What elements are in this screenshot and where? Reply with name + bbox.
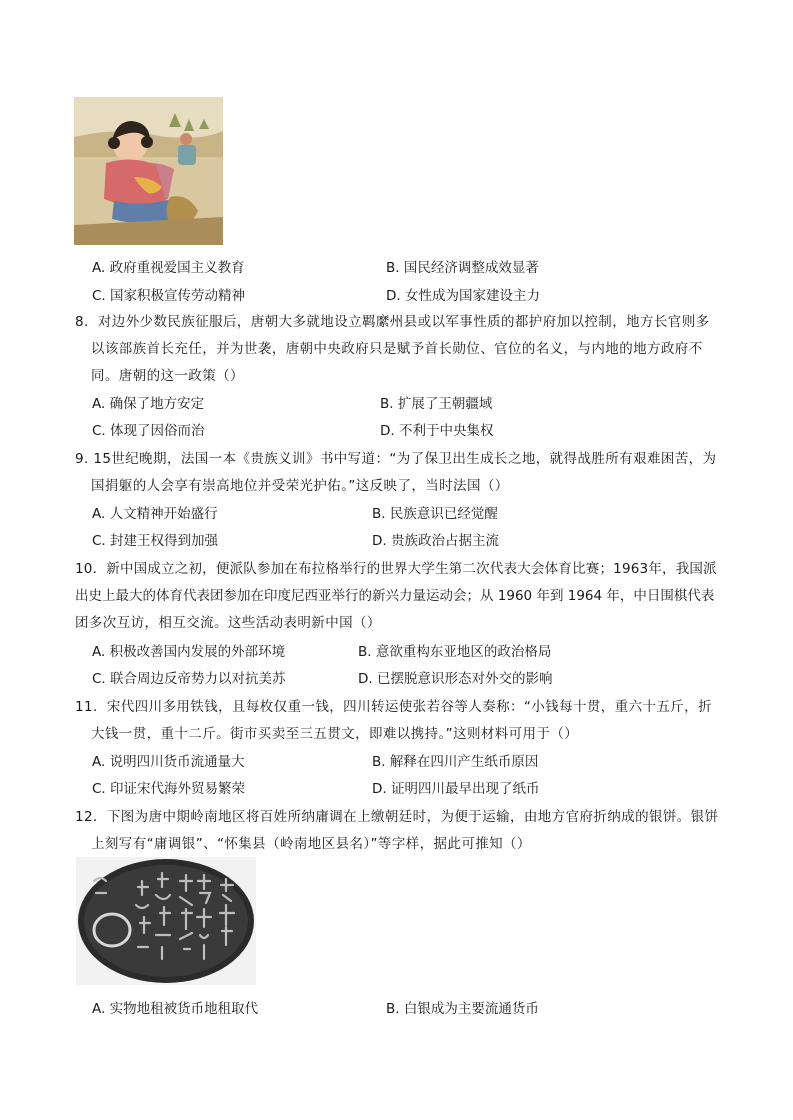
q10-option-d[interactable]: D. 已摆脱意识形态对外交的影响 <box>358 671 553 687</box>
q10-option-b[interactable]: B. 意欲重构东亚地区的政治格局 <box>358 644 552 660</box>
q9-option-c[interactable]: C. 封建王权得到加强 <box>92 533 219 549</box>
q11-option-a[interactable]: A. 说明四川货币流通量大 <box>92 754 245 770</box>
q12-option-a[interactable]: A. 实物地租被货币地租取代 <box>92 1001 259 1017</box>
q8-option-d[interactable]: D. 不利于中央集权 <box>380 423 494 439</box>
q8-option-b[interactable]: B. 扩展了王朝疆域 <box>380 396 493 412</box>
q10-option-c[interactable]: C. 联合周边反帝势力以对抗美苏 <box>92 671 286 687</box>
q9-option-b[interactable]: B. 民族意识已经觉醒 <box>372 506 498 522</box>
q12-option-b[interactable]: B. 白银成为主要流通货币 <box>386 1001 539 1017</box>
q8-option-a[interactable]: A. 确保了地方安定 <box>92 396 205 412</box>
q10-stem-line-3: 团多次互访，相互交流。这些活动表明新中国（） <box>75 615 381 631</box>
q9-option-a[interactable]: A. 人文精神开始盛行 <box>92 506 218 522</box>
q8-stem-line-1: 8．对边外少数民族征服后，唐朝大多就地设立羁縻州县或以军事性质的都护府加以控制，地方长官则多 <box>75 314 710 330</box>
q11-option-b[interactable]: B. 解释在四川产生纸币原因 <box>372 754 539 770</box>
q8-option-c[interactable]: C. 体现了因俗而治 <box>92 423 205 439</box>
q11-stem-line-1: 11．宋代四川多用铁钱，且每枚仅重一钱，四川转运使张若谷等人奏称：“小钱每十贯，重六十五斤，折 <box>75 699 712 715</box>
q7-option-d[interactable]: D. 女性成为国家建设主力 <box>386 288 540 304</box>
silver-cake-rubbing-image <box>76 857 256 985</box>
q7-option-c[interactable]: C. 国家积极宣传劳动精神 <box>92 288 246 304</box>
q11-stem-line-2: 大钱一贯，重十二斤。街市买卖至三五贯文，即难以携持。”这则材料可用于（） <box>91 726 579 742</box>
q9-stem-line-2: 国捐躯的人会享有崇高地位并受荣光护佑。”这反映了，当时法国（） <box>91 478 509 494</box>
q9-option-d[interactable]: D. 贵族政治占据主流 <box>372 533 499 549</box>
q12-stem-line-2: 上刻写有“庸调银”、“怀集县（岭南地区县名）”等字样，据此可推知（） <box>91 836 531 852</box>
q11-option-d[interactable]: D. 证明四川最早出现了纸币 <box>372 781 540 797</box>
q8-stem-line-3: 同。唐朝的这一政策（） <box>91 368 244 384</box>
poster-girl-harvest-image <box>74 97 223 245</box>
q9-stem-line-1: 9. 15世纪晚期，法国一本《贵族义训》书中写道：“为了保卫出生成长之地，就得战胜所有艰难困苦，为 <box>75 451 717 467</box>
q11-option-c[interactable]: C. 印证宋代海外贸易繁荣 <box>92 781 246 797</box>
q12-stem-line-1: 12．下图为唐中期岭南地区将百姓所纳庸调在上缴朝廷时，为便于运输，由地方官府折纳成的银饼。银饼 <box>75 809 719 825</box>
q10-stem-line-1: 10．新中国成立之初，便派队参加在布拉格举行的世界大学生第二次代表大会体育比赛；1963年，我国派 <box>75 561 717 577</box>
q10-stem-line-2: 出史上最大的体育代表团参加在印度尼西亚举行的新兴力量运动会；从 1960 年到 1964 年，中日围棋代表 <box>75 588 715 604</box>
q7-option-b[interactable]: B. 国民经济调整成效显著 <box>386 260 539 276</box>
q10-option-a[interactable]: A. 积极改善国内发展的外部环境 <box>92 644 286 660</box>
q8-stem-line-2: 以该部族首长充任，并为世袭，唐朝中央政府只是赋予首长勋位、官位的名义，与内地的地方政府不 <box>91 341 703 357</box>
q7-option-a[interactable]: A. 政府重视爱国主义教育 <box>92 260 245 276</box>
